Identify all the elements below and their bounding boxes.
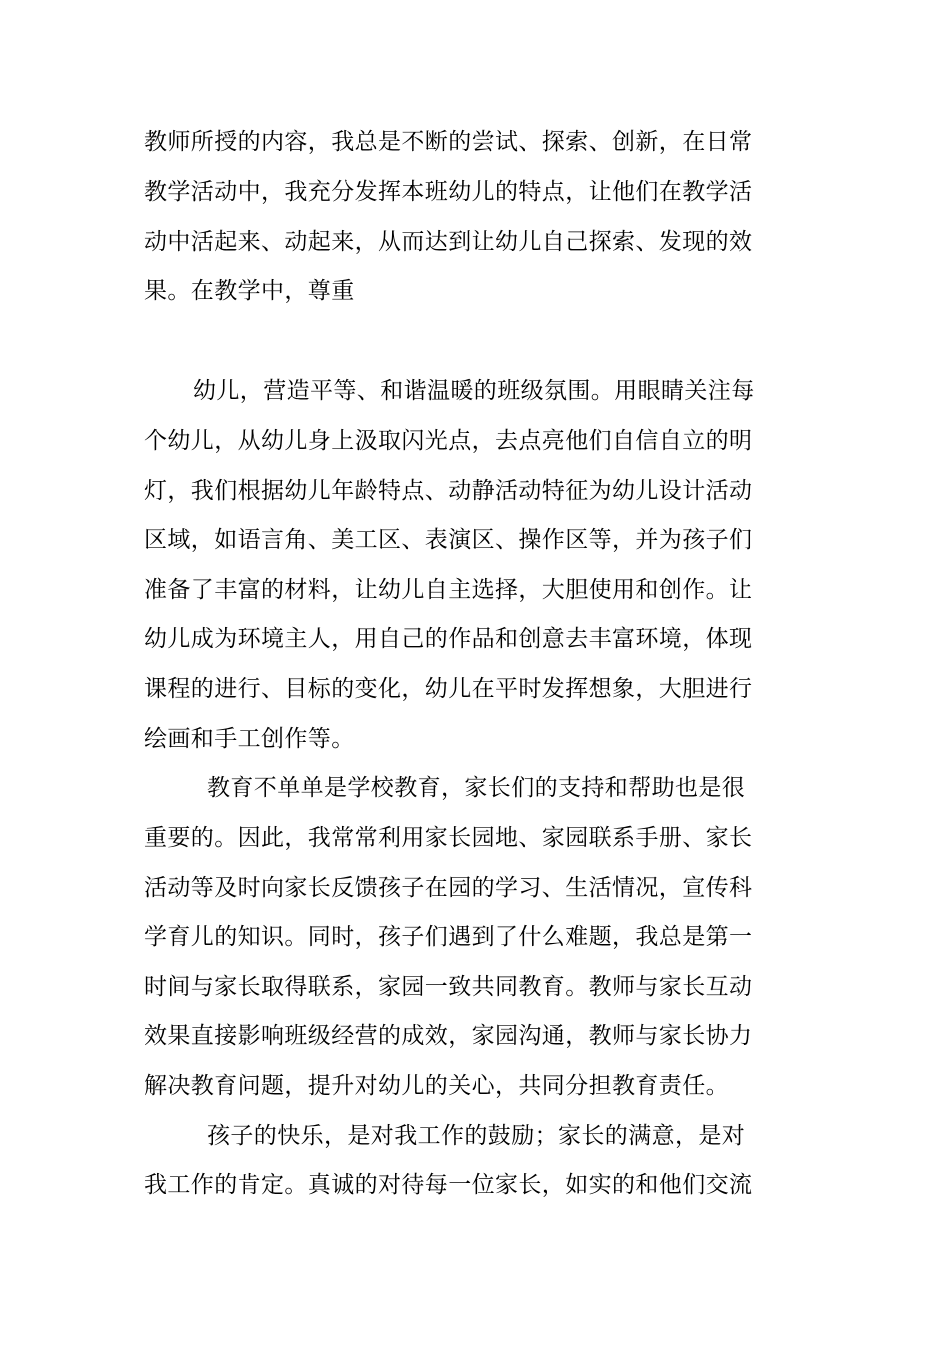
text-line: 教育不单单是学校教育，家长们的支持和帮助也是很: [207, 775, 746, 801]
text-line: 教师所授的内容，我总是不断的尝试、探索、创新，在日常: [144, 129, 753, 155]
text-line: 孩子的快乐，是对我工作的鼓励；家长的满意，是对: [207, 1123, 746, 1149]
text-line: 教学活动中，我充分发挥本班幼儿的特点，让他们在教学活: [144, 179, 753, 205]
text-line: 时间与家长取得联系，家园一致共同教育。教师与家长互动: [144, 974, 753, 1000]
text-line: 效果直接影响班级经营的成效，家园沟通，教师与家长协力: [144, 1023, 753, 1049]
text-line: 活动等及时向家长反馈孩子在园的学习、生活情况，宣传科: [144, 875, 753, 901]
text-line: 解决教育问题，提升对幼儿的关心，共同分担教育责任。: [144, 1073, 729, 1099]
text-line: 课程的进行、目标的变化，幼儿在平时发挥想象，大胆进行: [144, 676, 753, 702]
text-line: 区域，如语言角、美工区、表演区、操作区等，并为孩子们: [144, 527, 753, 553]
text-line: 准备了丰富的材料，让幼儿自主选择，大胆使用和创作。让: [144, 577, 753, 603]
text-line: 重要的。因此，我常常利用家长园地、家园联系手册、家长: [144, 825, 753, 851]
text-line: 个幼儿，从幼儿身上汲取闪光点，去点亮他们自信自立的明: [144, 428, 753, 454]
text-line: 灯，我们根据幼儿年龄特点、动静活动特征为幼儿设计活动: [144, 478, 753, 504]
text-line: 我工作的肯定。真诚的对待每一位家长，如实的和他们交流: [144, 1172, 753, 1198]
text-line: 动中活起来、动起来，从而达到让幼儿自己探索、发现的效: [144, 229, 753, 255]
text-line: 绘画和手工创作等。: [144, 726, 355, 752]
text-line: 幼儿成为环境主人，用自己的作品和创意去丰富环境，体现: [144, 626, 753, 652]
text-line: 学育儿的知识。同时，孩子们遇到了什么难题，我总是第一: [144, 924, 753, 950]
text-line: 幼儿，营造平等、和谐温暖的班级氛围。用眼睛关注每: [193, 378, 755, 404]
text-line: 果。在教学中，尊重: [144, 278, 355, 304]
